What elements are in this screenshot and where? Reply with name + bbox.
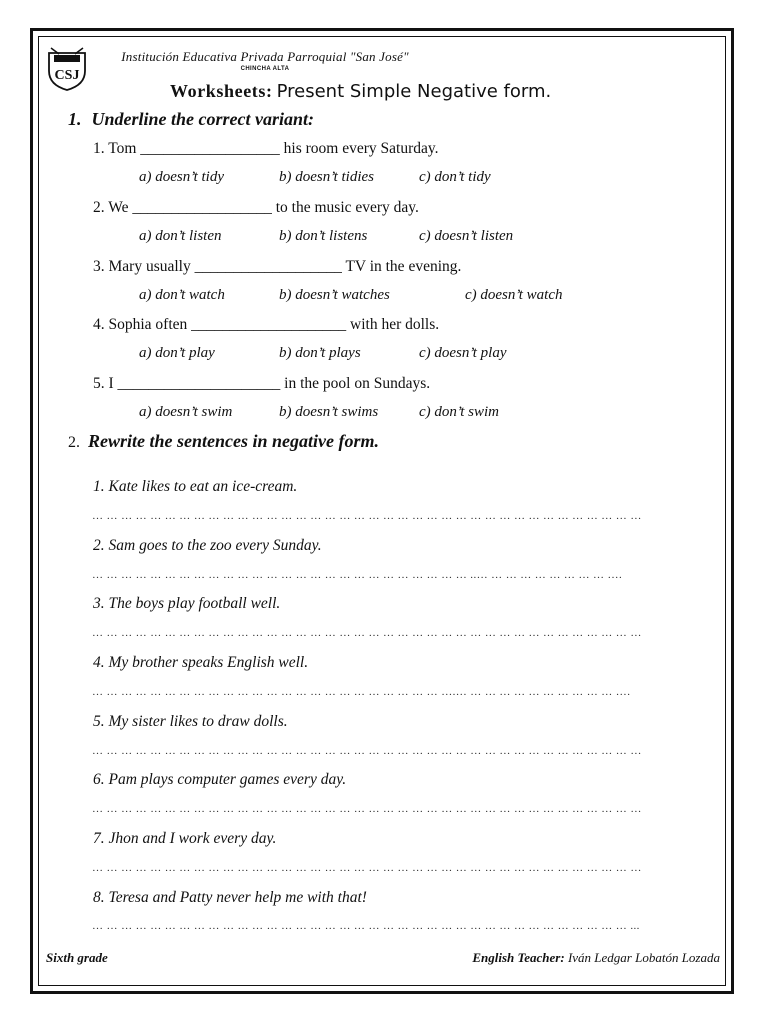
section1-number: 1. [68,109,82,129]
rewrite-sentence-6: 6. Pam plays computer games every day. [93,771,347,788]
answer-line-5[interactable]: … … … … … … … … … … … … … … … … … … … … … … … … … … … … … … … … … … … … … … [92,745,642,757]
section1-heading [68,109,314,130]
rewrite-sentence-8: 8. Teresa and Patty never help me with that! [93,889,367,906]
answer-line-6[interactable]: … … … … … … … … … … … … … … … … … … … … … … … … … … … … … … … … … … … … … … [92,803,642,815]
option-5a[interactable]: a) doesn’t swim [139,404,233,420]
option-5c[interactable]: c) don’t swim [419,404,499,420]
option-1c[interactable]: c) don’t tidy [419,169,491,185]
option-3a[interactable]: a) don’t watch [139,287,225,303]
worksheet-title [170,81,551,102]
rewrite-sentence-3: 3. The boys play football well. [93,595,281,612]
question-5: 5. I _____________________ in the pool on Sundays. [93,375,431,392]
option-4b[interactable]: b) don’t plays [279,345,361,361]
answer-line-1[interactable]: … … … … … … … … … … … … … … … … … … … … … … … … … … … … … … … … … … … … … … [92,510,642,522]
logo-text: CSJ [54,68,80,83]
school-name: Institución Educativa Privada Parroquial "San José" [121,49,409,64]
rewrite-sentence-1: 1. Kate likes to eat an ice-cream. [93,478,298,495]
answer-line-3[interactable]: … … … … … … … … … … … … … … … … … … … … … … … … … … … … … … … … … … … … … … [92,627,642,639]
question-4: 4. Sophia often ____________________ with her dolls. [93,316,440,333]
option-2b[interactable]: b) don’t listens [279,228,368,244]
grade-label: Sixth grade [46,950,108,965]
answer-line-2[interactable]: … … … … … … … … … … … … … … … … … … … … … … … … … … ..… … … … … … … … … …. [92,569,623,581]
teacher-name: Iván Ledgar Lobatón Lozada [567,950,720,965]
option-2c[interactable]: c) doesn’t listen [419,228,514,244]
question-1: 1. Tom __________________ his room every Saturday. [93,140,439,157]
section1-title: Underline the correct variant: [91,109,314,129]
teacher-credit [472,950,720,966]
question-3: 3. Mary usually ___________________ TV in the evening. [93,258,462,275]
question-2: 2. We __________________ to the music every day. [93,199,419,216]
title-main: Present Simple Negative form. [276,81,552,102]
answer-line-7[interactable]: … … … … … … … … … … … … … … … … … … … … … … … … … … … … … … … … … … … … … … [92,862,642,874]
option-4a[interactable]: a) don’t play [139,345,215,361]
rewrite-sentence-4: 4. My brother speaks English well. [93,654,309,671]
option-2a[interactable]: a) don’t listen [139,228,222,244]
answer-line-4[interactable]: … … … … … … … … … … … … … … … … … … … … … … … … ….… … … … … … … … … … … …. [92,686,631,698]
title-prefix: Worksheets: [170,81,273,101]
option-1a[interactable]: a) doesn’t tidy [139,169,224,185]
section2-heading [68,431,379,452]
option-3b[interactable]: b) doesn’t watches [279,287,390,303]
option-4c[interactable]: c) doesn’t play [419,345,507,361]
option-5b[interactable]: b) doesn’t swims [279,404,379,420]
school-crest-logo [47,45,87,91]
rewrite-sentence-7: 7. Jhon and I work every day. [93,830,277,847]
rewrite-sentence-5: 5. My sister likes to draw dolls. [93,713,288,730]
rewrite-sentence-2: 2. Sam goes to the zoo every Sunday. [93,537,322,554]
option-3c[interactable]: c) doesn’t watch [465,287,563,303]
school-location: CHINCHA ALTA [240,66,290,72]
teacher-label: English Teacher: [472,950,565,965]
answer-line-8[interactable]: … … … … … … … … … … … … … … … … … … … … … … … … … … … … … … … … … … … … … ... [92,920,640,932]
option-1b[interactable]: b) doesn’t tidies [279,169,374,185]
section2-title: Rewrite the sentences in negative form. [88,431,379,451]
section2-number: 2. [68,434,80,451]
